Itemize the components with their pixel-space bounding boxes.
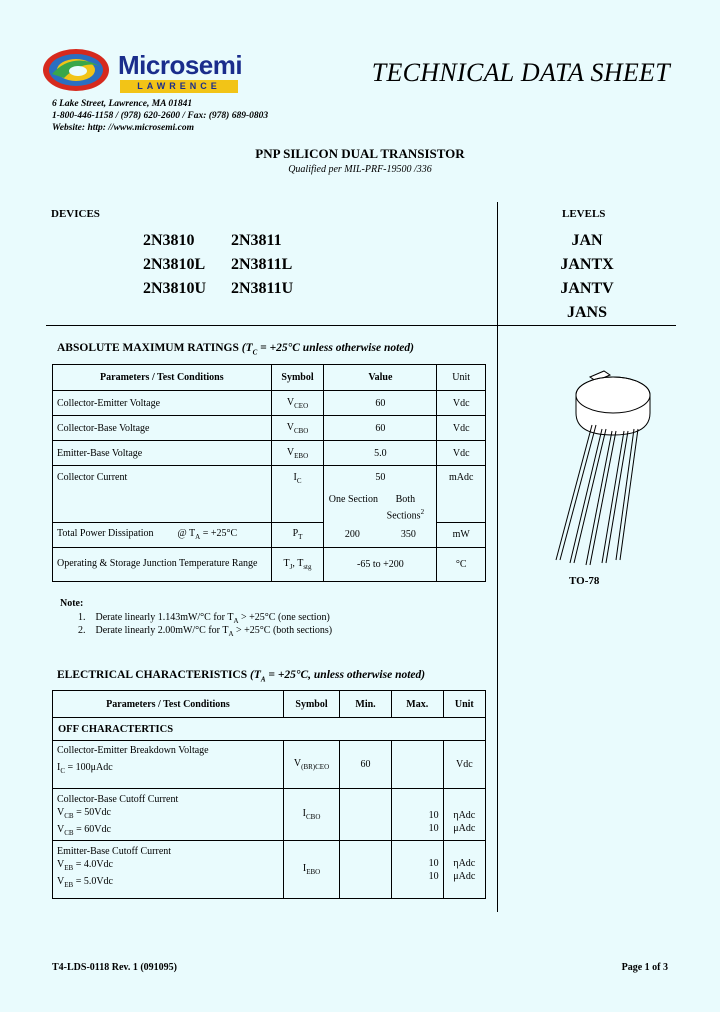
logo-subtitle: LAWRENCE [120,80,238,93]
abs-max-table [52,364,486,582]
table-row: Emitter-Base Voltage $V_{EBO}$ 5.0 Vdc [53,441,486,466]
col-header: Value [324,365,437,391]
table-row: Collector-Base Cutoff Current $V_{CB} = 50Vdc$ $V_{CB} = 60Vdc$ $I_{CBO}$ 10 10 ηAdc μAdc [53,789,486,841]
device-part: 2N3810 [143,232,195,249]
document-revision: T4-LDS-0118 Rev. 1 (091095) [52,962,177,973]
table-row: Collector-Base Voltage $V_{CBO}$ 60 Vdc [53,416,486,441]
col-header: Symbol [271,365,324,391]
devices-label: DEVICES [51,208,100,220]
note-item: 1. Derate linearly 1.143mW/°C for $T_A > +25^\circ C$ (one section) [78,612,330,625]
level-item: JANS [566,304,607,321]
level-item: JANTV [560,280,614,297]
page-number: Page 1 of 3 [621,962,668,973]
device-part: 2N3811U [231,280,294,297]
one-section-label: One Section [328,494,378,505]
table-row: Collector Current $I_C$ 50 One Section Both Sections$^2$ mAdc [53,466,486,523]
off-characteristics-heading: OFF CHARACTERTICS [53,718,486,741]
address-line: 6 Lake Street, Lawrence, MA 01841 [52,99,193,109]
abs-max-title: ABSOLUTE MAXIMUM RATINGS ($T_C = +25^\circ C$ unless otherwise noted) [57,342,414,357]
product-title: PNP SILICON DUAL TRANSISTOR [255,146,465,161]
levels-label: LEVELS [562,208,606,220]
level-item: JANTX [560,256,614,273]
table-row: Operating & Storage Junction Temperature Range $T_J$, $T_{stg}$ -65 to +200 °C [53,547,486,581]
elec-char-title: ELECTRICAL CHARACTERISTICS ($T_A = +25^\circ C$, unless otherwise noted) [57,669,426,684]
to-78-package-drawing [548,365,666,575]
col-header: Symbol [283,691,339,718]
elec-char-table [52,690,486,899]
logo-wordmark: Microsemi [118,50,243,80]
device-part: 2N3810L [143,256,206,273]
device-part: 2N3811 [231,232,282,249]
table-row: Collector-Emitter Voltage $V_{CEO}$ 60 Vdc [53,391,486,416]
level-item: JAN [571,232,603,249]
table-row: Total Power Dissipation @ $T_A = +25^\circ C$ $P_T$ 200 350 mW [53,522,486,547]
column-divider [497,202,498,912]
section-rule [46,325,676,326]
note-item: 2. Derate linearly 2.00mW/°C for $T_A > +25^\circ C$ (both sections) [78,625,333,638]
col-header: Min. [340,691,392,718]
phone-line: 1-800-446-1158 / (978) 620-2600 / Fax: (978) 689-0803 [52,111,269,121]
col-header: Unit [443,691,485,718]
package-label: TO-78 [569,575,600,587]
document-title: TECHNICAL DATA SHEET [371,58,670,87]
col-header: Unit [437,365,486,391]
notes-title: Note: [60,598,84,609]
qualification-line: Qualified per MIL-PRF-19500 /336 [288,164,432,175]
table-row: Emitter-Base Cutoff Current $V_{EB} = 4.0Vdc$ $V_{EB} = 5.0Vdc$ $I_{EBO}$ 10 10 ηAdc μAdc [53,841,486,899]
website-line: Website: http: //www.microsemi.com [52,123,194,133]
col-header: Max. [391,691,443,718]
col-header: Parameters / Test Conditions [53,365,272,391]
device-part: 2N3810U [143,280,207,297]
both-sections-label: Both Sections [386,494,421,522]
device-part: 2N3811L [231,256,293,273]
col-header: Parameters / Test Conditions [53,691,284,718]
table-row: Collector-Emitter Breakdown Voltage $I_C = 100\mu Adc$ $V_{(BR)CEO}$ 60 Vdc [53,741,486,789]
